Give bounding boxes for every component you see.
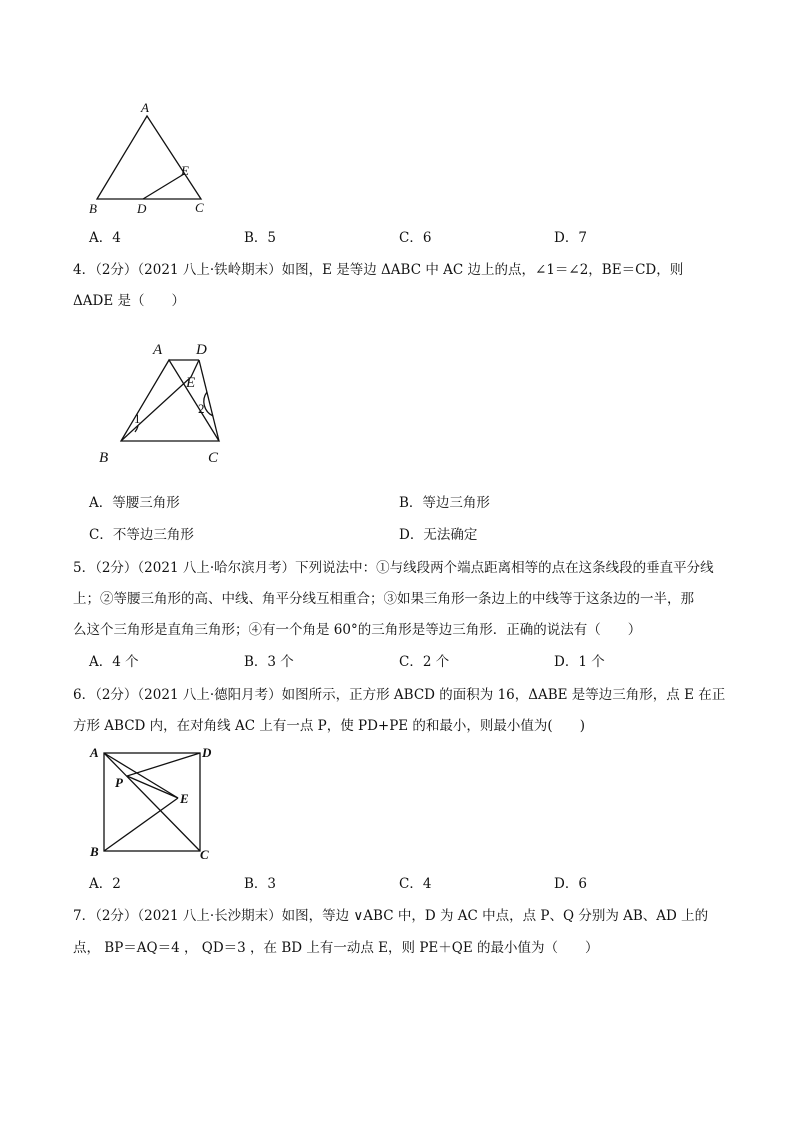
label-b: B (90, 844, 99, 859)
q6-square-figure (86, 742, 218, 862)
label-angle-2: 2 (198, 401, 205, 416)
q4-option-b: B．等边三角形 (399, 495, 490, 511)
q5-option-d: D．1 个 (554, 654, 605, 670)
q5-stem-line-3: 么这个三角形是直角三角形；④有一个角是 60°的三角形是等边三角形．正确的说法有（ ） (73, 622, 642, 638)
q5-option-c: C．2 个 (399, 654, 450, 670)
q6-stem-line-1: 6．（2分）（2021 八上·德阳月考）如图所示，正方形 ABCD 的面积为 16，ΔABE 是等边三角形，点 E 在正 (73, 687, 726, 703)
q5-option-b: B．3 个 (244, 654, 294, 670)
q6-option-d: D．6 (554, 876, 587, 892)
label-d: D (202, 745, 212, 760)
q4-option-a: A．等腰三角形 (89, 495, 180, 511)
label-b: B (99, 450, 109, 466)
label-b: B (89, 201, 97, 216)
label-e: E (186, 375, 196, 391)
q3-option-c: C．6 (399, 230, 432, 246)
label-d: D (196, 342, 207, 358)
q4-option-d: D．无法确定 (399, 527, 478, 543)
label-c: C (195, 200, 204, 215)
label-c: C (208, 450, 219, 466)
label-a: A (141, 100, 149, 115)
label-angle-1: 1 (134, 411, 141, 426)
label-e: E (180, 791, 189, 806)
q6-option-a: A．2 (89, 876, 121, 892)
q4-option-c: C．不等边三角形 (89, 527, 194, 543)
q6-stem-line-2: 方形 ABCD 内，在对角线 AC 上有一点 P，使 PD+PE 的和最小，则最小值为( ) (73, 718, 585, 734)
q5-stem-line-2: 上；②等腰三角形的高、中线、角平分线互相重合；③如果三角形一条边上的中线等于这条边的一半，那 (73, 591, 694, 607)
q5-option-a: A．4 个 (89, 654, 139, 670)
q6-option-b: B．3 (244, 876, 277, 892)
triangle-abc (97, 116, 201, 199)
q4-triangle-figure (94, 332, 240, 472)
label-d: D (137, 201, 147, 216)
label-c: C (200, 847, 209, 862)
segment-be (121, 377, 191, 441)
segment-de (143, 174, 184, 199)
q5-stem-line-1: 5．（2分）（2021 八上·哈尔滨月考）下列说法中：①与线段两个端点距离相等的点在这条线段的垂直平分线 (73, 560, 714, 576)
label-a: A (90, 745, 99, 760)
q7-stem-line-1: 7．（2分）（2021 八上·长沙期末）如图，等边 ∨ABC 中，D 为 AC 中点，点 P、Q 分别为 AB、AD 上的 (73, 908, 709, 924)
segment-be (104, 798, 178, 851)
q3-option-d: D．7 (554, 230, 587, 246)
q3-option-b: B．5 (244, 230, 277, 246)
label-e: E (181, 163, 189, 178)
q6-option-c: C．4 (399, 876, 432, 892)
label-a: A (153, 342, 163, 358)
segment-pe (127, 776, 178, 798)
label-p: P (115, 775, 123, 790)
q7-stem-line-2: 点， BP＝AQ＝4 ， QD＝3 ，在 BD 上有一动点 E，则 PE＋QE 的最小值为（ ） (73, 940, 599, 956)
segment-pd (127, 753, 200, 776)
q4-stem-line-2: ΔADE 是（ ） (73, 293, 185, 309)
q3-option-a: A．4 (89, 230, 121, 246)
q4-stem-line-1: 4．（2分）（2021 八上·铁岭期末）如图，E 是等边 ΔABC 中 AC 边上的点，∠1＝∠2，BE＝CD，则 (73, 262, 684, 278)
q3-triangle-figure (80, 96, 220, 218)
